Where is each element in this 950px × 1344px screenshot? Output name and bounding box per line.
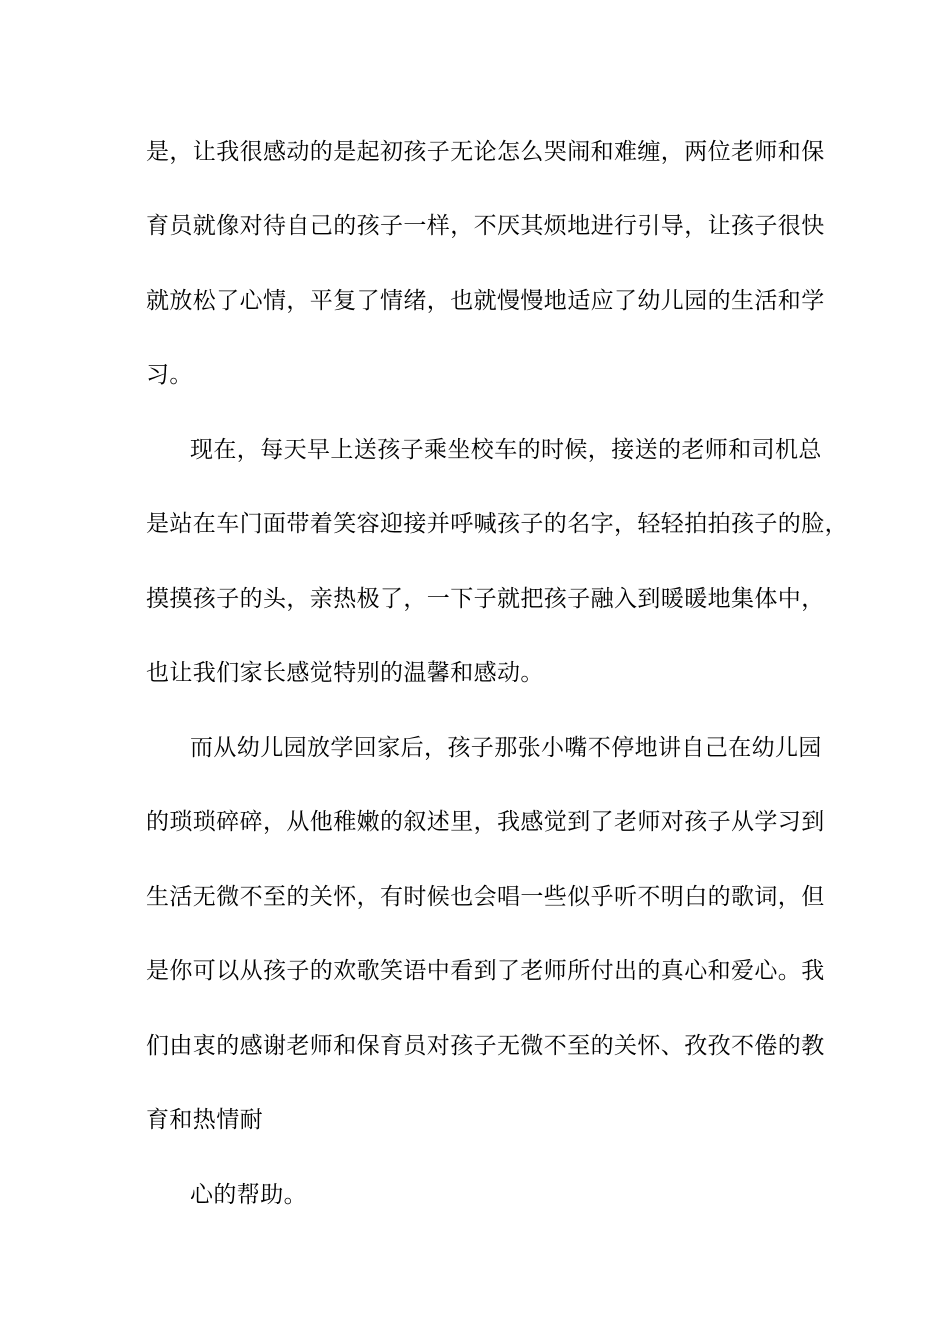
text-line: 是你可以从孩子的欢歌笑语中看到了老师所付出的真心和爱心。我 bbox=[146, 958, 825, 984]
text-line: 是站在车门面带着笑容迎接并呼喊孩子的名字，轻轻拍拍孩子的脸， bbox=[146, 511, 848, 537]
text-line: 的琐琐碎碎，从他稚嫩的叙述里，我感觉到了老师对孩子从学习到 bbox=[146, 809, 825, 835]
text-line: 育和热情耐 bbox=[146, 1107, 263, 1133]
text-line: 现在，每天早上送孩子乘坐校车的时候，接送的老师和司机总 bbox=[190, 437, 822, 463]
text-line: 习。 bbox=[146, 362, 193, 388]
text-line: 也让我们家长感觉特别的温馨和感动。 bbox=[146, 660, 544, 686]
text-line: 而从幼儿园放学回家后，孩子那张小嘴不停地讲自己在幼儿园 bbox=[190, 735, 822, 761]
text-line: 是，让我很感动的是起初孩子无论怎么哭闹和难缠，两位老师和保 bbox=[146, 139, 825, 165]
text-line: 就放松了心情，平复了情绪，也就慢慢地适应了幼儿园的生活和学 bbox=[146, 288, 825, 314]
text-line: 摸摸孩子的头，亲热极了，一下子就把孩子融入到暖暖地集体中， bbox=[146, 586, 825, 612]
text-line: 育员就像对待自己的孩子一样，不厌其烦地进行引导，让孩子很快 bbox=[146, 213, 825, 239]
text-line: 们由衷的感谢老师和保育员对孩子无微不至的关怀、孜孜不倦的教 bbox=[146, 1033, 825, 1059]
text-line: 生活无微不至的关怀，有时候也会唱一些似乎听不明白的歌词，但 bbox=[146, 884, 825, 910]
text-line: 心的帮助。 bbox=[190, 1182, 307, 1208]
